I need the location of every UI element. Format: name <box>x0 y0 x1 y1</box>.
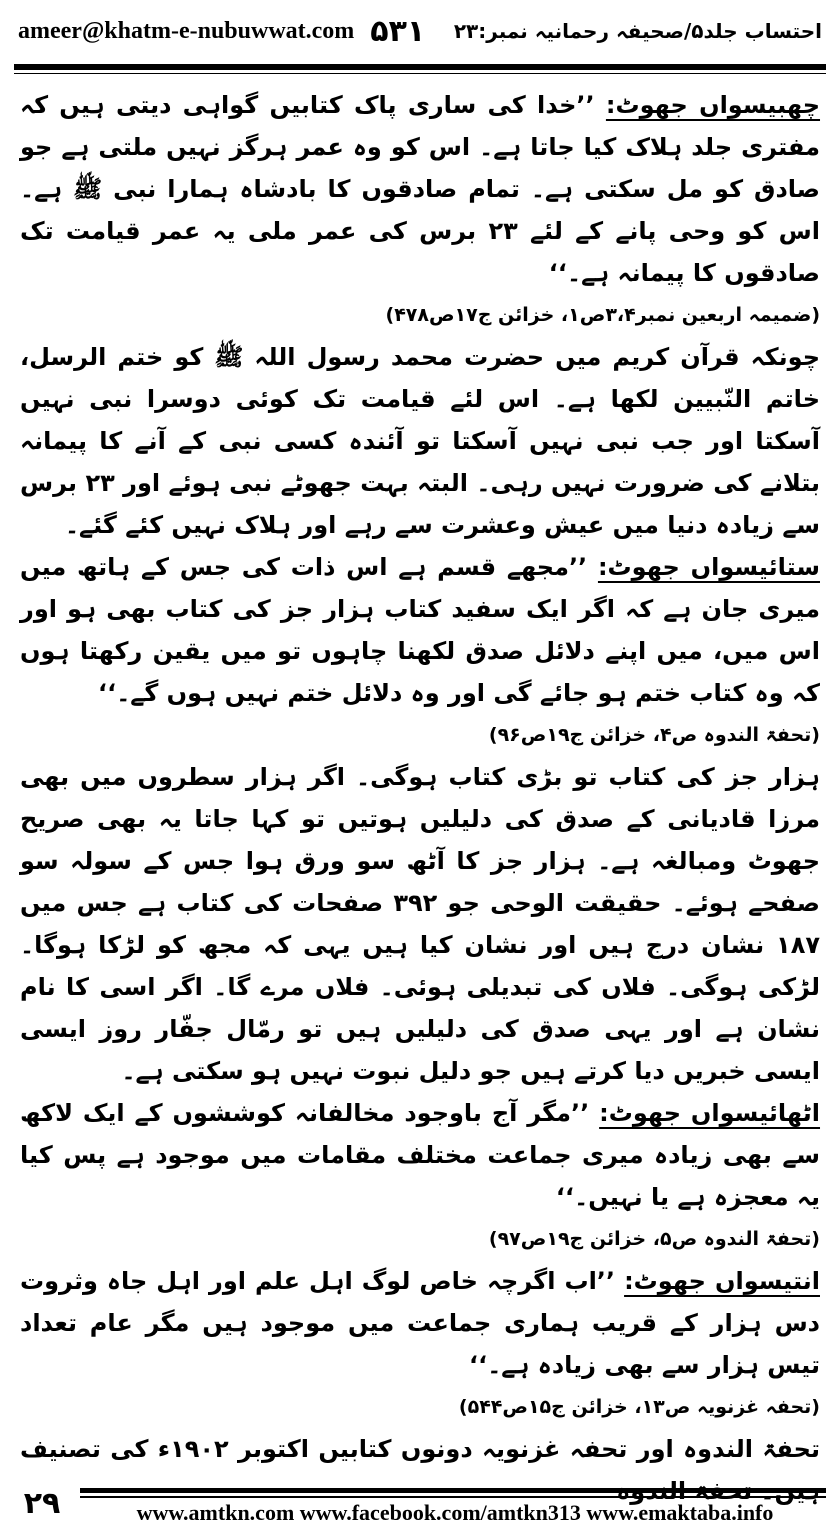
paragraph-commentary-3: تحفۃ الندوہ اور تحفہ غزنویہ دونوں کتابیں اکتوبر ۱۹۰۲ء کی تصنیف <box>20 1435 820 1463</box>
page-footer <box>14 1480 826 1530</box>
header-volume-title: احتساب جلد۵/صحیفہ رحمانیہ نمبر:۲۳ <box>453 19 822 43</box>
heading-29: انتیسواں جھوٹ: <box>624 1267 820 1295</box>
paragraph-29 <box>20 1260 820 1386</box>
paragraph-commentary-1: چونکہ قرآن کریم میں حضرت محمد رسول اللہ ﷺ کو ختم الرسل، خاتم النّبیین لکھا ہے۔ اس لئے قیامت تک کوئی دوسرا نبی نہیں آسکتا اور جب نبی نہیں آسکتا تو آئندہ کسی نبی کے آنے کا پیمانہ بتلانے کی ضرورت نہیں رہی۔ البتہ بہت جھوٹے نبی ہوئے اور ۲۳ برس سے زیادہ دنیا میں عیش وعشرت سے رہے اور ہلاک نہیں کئے گئے۔ <box>20 343 820 539</box>
header-rule-thin <box>14 73 826 74</box>
footer-urls: www.amtkn.com www.facebook.com/amtkn313 www.emaktaba.info <box>136 1500 774 1525</box>
heading-28: اٹھائیسواں جھوٹ: <box>599 1099 821 1127</box>
header-email: ameer@khatm-e-nubuwwat.com <box>18 17 355 44</box>
reference-28: (تحفۃ الندوہ ص۵، خزائن ج۱۹ص۹۷) <box>488 1228 820 1250</box>
header-rule-thick <box>14 64 826 70</box>
quote-26: ’’خدا کی ساری پاک کتابیں گواہی دیتی ہیں کہ مفتری جلد ہلاک کیا جاتا ہے۔ اس کو وہ عمر ہرگز نہیں ملتی ہے جو صادق کو مل سکتی ہے۔ تمام صادقوں کا بادشاہ ہمارا نبی ﷺ ہے۔ اس کو وحی پانے کے لئے ۲۳ برس کی عمر ملی یہ عمر قیامت تک صادقوں کا پیمانہ ہے۔‘‘ <box>20 91 821 287</box>
footer-page-number: ۲۹ <box>23 1485 61 1521</box>
footer-rule-thick <box>80 1488 826 1493</box>
quote-27: ’’مجھے قسم ہے اس ذات کی جس کے ہاتھ میں میری جان ہے کہ اگر ایک سفید کتاب ہزار جز کی کتاب بھی ہو اور اس میں، میں اپنے دلائل صدق لکھنا چاہوں تو میں یقین رکھتا ہوں کہ وہ کتاب ختم ہو جائے گی اور وہ دلائل ختم نہیں ہوں گے۔‘‘ <box>20 553 820 707</box>
reference-29: (تحفہ غزنویہ ص۱۳، خزائن ج۱۵ص۵۴۴) <box>458 1396 820 1418</box>
paragraph-27 <box>20 546 820 714</box>
reference-26: (ضمیمہ اربعین نمبر۳،۴ص۱، خزائن ج۱۷ص۴۷۸) <box>385 304 820 326</box>
header-left <box>18 14 425 49</box>
header-page-number: ۵۳۱ <box>370 13 426 49</box>
quote-28: ’’مگر آج باوجود مخالفانہ کوششوں کے ایک لاکھ سے بھی زیادہ میری جماعت مختلف مقامات میں موجود ہے پس کیا یہ معجزہ ہے یا نہیں۔‘‘ <box>20 1099 820 1211</box>
footer-rule-thin <box>80 1496 826 1498</box>
heading-26: چھبیسواں جھوٹ: <box>605 91 821 119</box>
page-body <box>20 84 821 1463</box>
quote-29: ’’اب اگرچہ خاص لوگ اہل علم اور اہل جاہ وثروت دس ہزار کے قریب ہماری جماعت میں موجود ہیں مگر عام تعداد تیس ہزار سے بھی زیادہ ہے۔‘‘ <box>20 1267 820 1379</box>
reference-27: (تحفۃ الندوہ ص۴، خزائن ج۱۹ص۹۶) <box>488 724 820 746</box>
heading-27: ستائیسواں جھوٹ: <box>597 553 820 581</box>
paragraph-commentary-2: ہزار جز کی کتاب تو بڑی کتاب ہوگی۔ اگر ہزار سطروں میں بھی مرزا قادیانی کے صدق کی دلیلیں ہوتیں تو کہا جاتا یہ بھی صریح جھوٹ ومبالغہ ہے۔ ہزار جز کا آٹھ سو ورق ہوا جس کے سولہ سو صفحے ہوئے۔ حقیقت الوحی جو ۳۹۲ صفحات کی کتاب ہے جس میں ۱۸۷ نشان درج ہیں اور نشان کیا ہیں یہی کہ مجھ کو لڑکا ہوگا۔ لڑکی ہوگی۔ فلاں کی تبدیلی ہوئی۔ فلاں مرے گا۔ اگر اسی کا نام نشان ہے اور یہی صدق کی دلیلیں ہیں تو رمّال جفّار روز ایسی ایسی خبریں دیا کرتے ہیں جو دلیل نبوت نہیں ہو سکتی ہے۔ <box>20 763 820 1085</box>
paragraph-28 <box>20 1092 820 1218</box>
paragraph-26 <box>20 84 820 294</box>
page-header <box>18 0 822 62</box>
